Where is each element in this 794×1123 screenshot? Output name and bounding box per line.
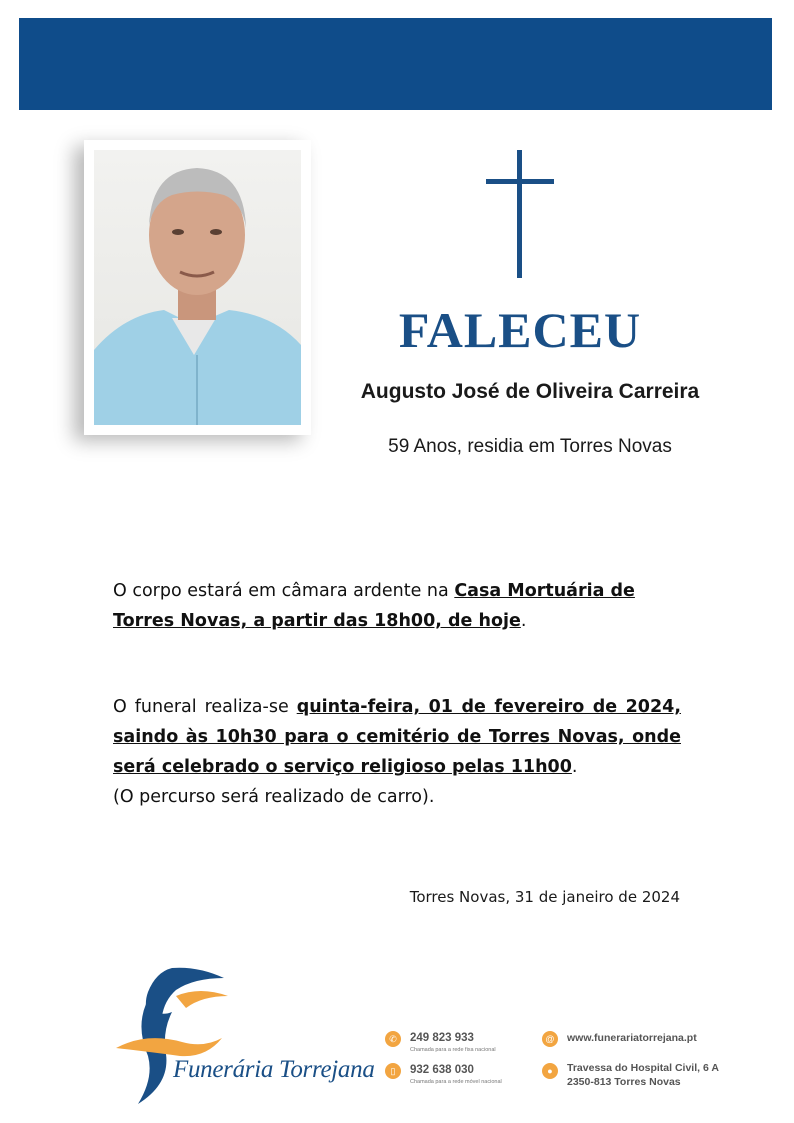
- death-heading: FALECEU: [398, 302, 642, 358]
- funeral-paragraph: [113, 692, 681, 812]
- portrait-photo: [94, 150, 301, 425]
- header-bar: [19, 18, 772, 110]
- website-link[interactable]: www.funerariatorrejana.pt: [567, 1032, 697, 1044]
- deceased-name: Augusto José de Oliveira Carreira: [360, 380, 700, 403]
- company-logo-text: [173, 1056, 375, 1084]
- phone-mobile-number[interactable]: 932 638 030: [410, 1064, 474, 1076]
- funeral-details: quinta-feira, 01 de fevereiro de 2024, saindo às 10h30 para o cemitério de Torres Novas, onde será celebrado o serviço religioso pelas 11h00: [113, 697, 681, 777]
- route-note: (O percurso será realizado de carro).: [113, 787, 435, 807]
- funeraria-logo-icon: [110, 966, 230, 1106]
- wake-paragraph: [113, 576, 681, 636]
- funeral-end: .: [571, 757, 578, 777]
- cross-icon: [486, 150, 554, 278]
- location-icon: ●: [542, 1063, 558, 1079]
- logo-word-1: Funerária: [173, 1056, 280, 1083]
- address-line-1: Travessa do Hospital Civil, 6 A: [567, 1062, 719, 1074]
- web-icon: @: [542, 1031, 558, 1047]
- wake-location-time: Casa Mortuária de Torres Novas, a partir das 18h00, de hoje: [113, 581, 635, 631]
- wake-end: .: [520, 611, 527, 631]
- phone-landline-number[interactable]: 249 823 933: [410, 1032, 474, 1044]
- logo-word-2: Torrejana: [279, 1056, 375, 1083]
- place-date: Torres Novas, 31 de janeiro de 2024: [409, 888, 680, 906]
- phone-landline-note: Chamada para a rede fixa nacional: [410, 1047, 496, 1053]
- funeral-text: O funeral realiza-se: [113, 697, 297, 717]
- wake-text: O corpo estará em câmara ardente na: [113, 581, 455, 601]
- age-residence: 59 Anos, residia em Torres Novas: [388, 436, 672, 457]
- mobile-icon: ▯: [385, 1063, 401, 1079]
- phone-icon: ✆: [385, 1031, 401, 1047]
- address-line-2: 2350-813 Torres Novas: [567, 1076, 681, 1088]
- phone-mobile-note: Chamada para a rede móvel nacional: [410, 1079, 502, 1085]
- portrait-frame: [84, 140, 311, 435]
